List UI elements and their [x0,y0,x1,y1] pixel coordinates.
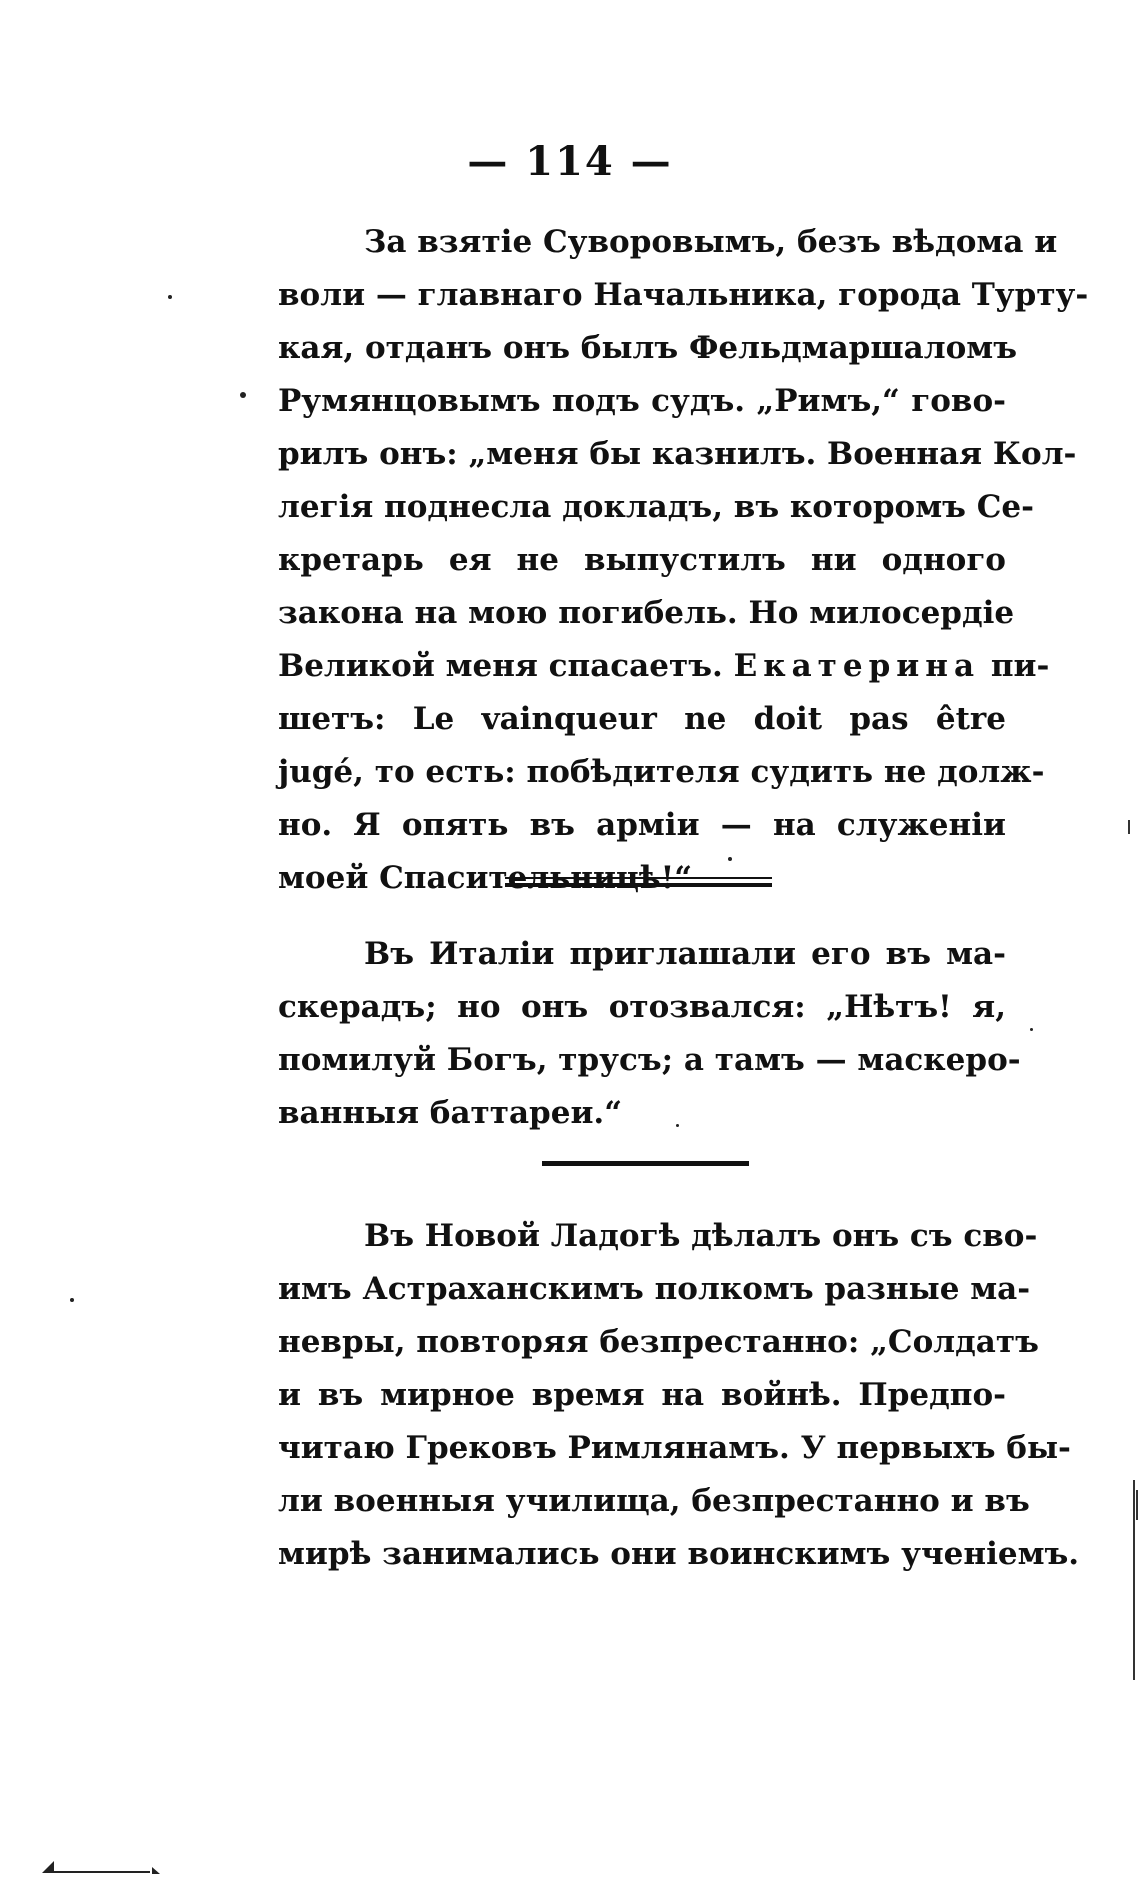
corner-mark-icon [40,1855,160,1875]
text-line-part: пи- [990,648,1050,684]
section-divider [505,883,772,887]
section-divider [505,877,772,879]
text-line: имъ Астраханскимъ полкомъ разные ма- [278,1271,1031,1307]
scan-speck [70,1298,74,1302]
scan-speck [728,857,732,861]
text-line: jugé, то есть: побѣдителя судить не долж- [278,754,1045,790]
text-line: воли — главнаго Начальника, города Турту- [278,277,1089,313]
text-line-part: Великой меня спасаетъ. [278,648,723,684]
paragraph-3 [278,1210,1080,1581]
text-line: помилуй Богъ, трусъ; а тамъ — маскеро- [278,1042,1021,1078]
text-line: ли военныя училища, безпрестанно и въ [278,1483,1030,1519]
text-line: Румянцовымъ подъ судъ. „Римъ,“ гово- [278,383,1006,419]
text-line: рилъ онъ: „меня бы казнилъ. Военная Кол- [278,436,1077,472]
text-line: и въ мирное время на войнѣ. Предпо- [278,1377,1006,1413]
text-line: легія поднесла докладъ, въ которомъ Се- [278,489,1034,525]
text-line: читаю Грековъ Римлянамъ. У первыхъ бы- [278,1430,1071,1466]
scan-speck [1030,1028,1033,1031]
page-number: — 114 — [467,138,673,185]
text-line: Въ Новой Ладогѣ дѣлалъ онъ съ сво- [364,1218,1038,1254]
text-line: закона на мою погибель. Но милосердіе [278,595,1015,631]
edge-mark [1136,1490,1138,1520]
paragraph-1 [278,216,1089,905]
text-line: кая, отданъ онъ былъ Фельдмаршаломъ [278,330,1018,366]
text-line: кретарь ея не выпустилъ ни одного [278,542,1006,578]
edge-mark [1128,820,1130,834]
text-line: невры, повторяя безпрестанно: „Солдатъ [278,1324,1039,1360]
text-line: За взятіе Суворовымъ, безъ вѣдома и [364,224,1058,260]
name-spaced: Екатерина [733,648,981,684]
text-line: ванныя баттареи.“ [278,1095,623,1131]
paragraph-2 [278,928,1021,1140]
scan-speck [676,1124,679,1127]
text-line: мирѣ занимались они воинскимъ ученіемъ. [278,1536,1080,1572]
text-line: Въ Италіи приглашали его въ ма- [364,936,1006,972]
text-line: скерадъ; но онъ отозвался: „Нѣтъ! я, [278,989,1006,1025]
text-line: моей Спасительницѣ!“ [278,860,693,896]
text-line: но. Я опять въ арміи — на служеніи [278,807,1006,843]
edge-mark [1133,1480,1135,1680]
scan-speck [240,392,246,398]
section-divider [542,1161,749,1166]
text-line [278,640,1050,693]
scan-speck [168,295,172,299]
text-line: шетъ: Le vainqueur ne doit pas être [278,701,1006,737]
